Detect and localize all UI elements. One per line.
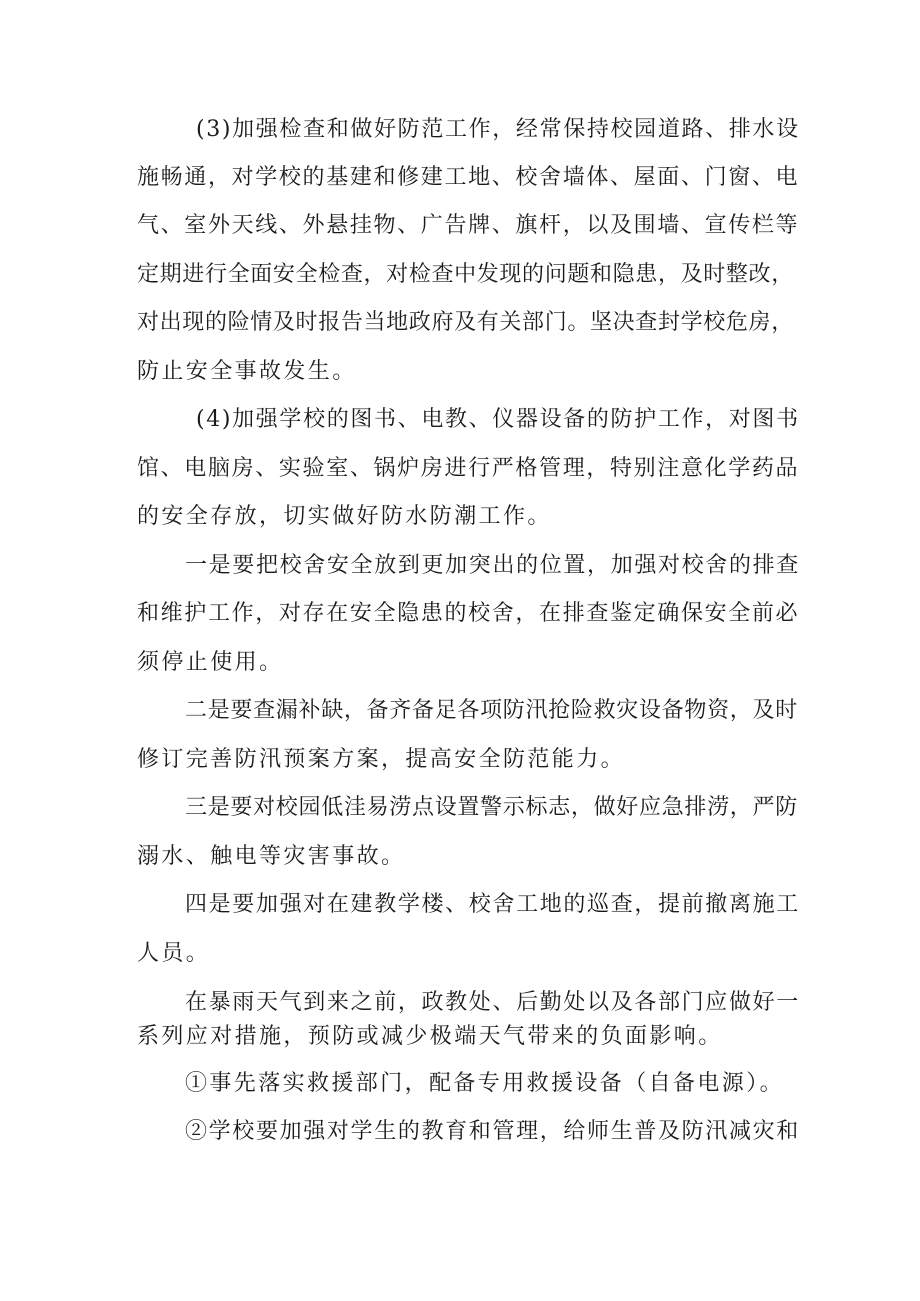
text-line: 溺水、触电等灾害事故。 xyxy=(137,844,406,869)
text-line: 三是要对校园低洼易涝点设置警示标志，做好应急排涝，严防 xyxy=(185,795,798,820)
text-line: 四是要加强对在建教学楼、校舍工地的巡查，提前撤离施工 xyxy=(185,892,800,917)
text-line: 一是要把校舍安全放到更加突出的位置，加强对校舍的排查 xyxy=(185,553,800,578)
text-line: 定期进行全面安全检查，对检查中发现的问题和隐患，及时整改， xyxy=(137,262,794,287)
text-line: 修订完善防汛预案方案，提高安全防范能力。 xyxy=(137,747,626,772)
text-line: (3)加强检查和做好防范工作，经常保持校园道路、排水设 xyxy=(196,117,800,142)
text-line: 系列应对措施，预防或减少极端天气带来的负面影响。 xyxy=(137,1024,723,1049)
text-line: (4)加强学校的图书、电教、仪器设备的防护工作，对图书 xyxy=(196,407,800,432)
text-line: 须停止使用。 xyxy=(137,650,284,675)
text-line: 和维护工作，对存在安全隐患的校舍，在排查鉴定确保安全前必 xyxy=(137,601,800,626)
text-line: 的安全存放，切实做好防水防潮工作。 xyxy=(137,504,552,529)
text-line: 施畅通，对学校的基建和修建工地、校舍墙体、屋面、门窗、电 xyxy=(137,165,800,190)
text-line: ②学校要加强对学生的教育和管理，给师生普及防汛减灾和 xyxy=(185,1119,800,1144)
text-line: 人员。 xyxy=(137,941,211,966)
text-line: 气、室外天线、外悬挂物、广告牌、旗杆，以及围墙、宣传栏等 xyxy=(137,213,800,238)
text-line: 馆、电脑房、实验室、锅炉房进行严格管理，特别注意化学药品 xyxy=(137,456,800,481)
text-line: 二是要查漏补缺，备齐备足各项防汛抢险救灾设备物资，及时 xyxy=(185,698,798,723)
text-line: 在暴雨天气到来之前，政教处、后勤处以及各部门应做好一 xyxy=(185,990,800,1015)
text-line: 对出现的险情及时报告当地政府及有关部门。坚决查封学校危房， xyxy=(137,310,794,335)
text-line: ①事先落实救援部门，配备专用救援设备（自备电源）。 xyxy=(185,1071,785,1096)
text-line: 防止安全事故发生。 xyxy=(137,359,357,384)
